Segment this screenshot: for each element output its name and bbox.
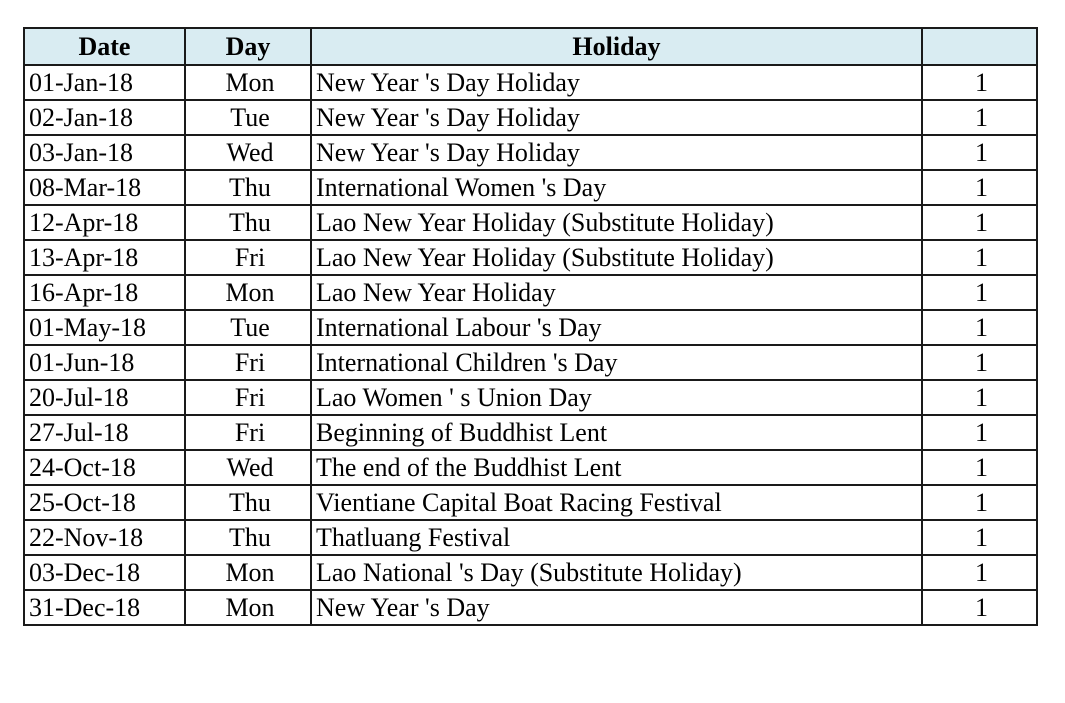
date-cell: 31-Dec-18 bbox=[24, 590, 185, 625]
count-cell: 1 bbox=[922, 555, 1037, 590]
header-date: Date bbox=[24, 28, 185, 65]
count-cell: 1 bbox=[922, 485, 1037, 520]
date-cell: 01-Jun-18 bbox=[24, 345, 185, 380]
count-cell: 1 bbox=[922, 415, 1037, 450]
count-cell: 1 bbox=[922, 170, 1037, 205]
holiday-cell: Thatluang Festival bbox=[311, 520, 922, 555]
header-row bbox=[24, 28, 1037, 65]
day-cell: Thu bbox=[185, 205, 311, 240]
day-cell: Fri bbox=[185, 415, 311, 450]
table-row bbox=[24, 310, 1037, 345]
table-header bbox=[24, 28, 1037, 65]
table-row bbox=[24, 65, 1037, 100]
holiday-cell: New Year 's Day Holiday bbox=[311, 135, 922, 170]
date-cell: 03-Dec-18 bbox=[24, 555, 185, 590]
holiday-cell: Vientiane Capital Boat Racing Festival bbox=[311, 485, 922, 520]
table-row bbox=[24, 240, 1037, 275]
date-cell: 13-Apr-18 bbox=[24, 240, 185, 275]
count-cell: 1 bbox=[922, 450, 1037, 485]
table-row bbox=[24, 415, 1037, 450]
day-cell: Mon bbox=[185, 65, 311, 100]
table-row bbox=[24, 205, 1037, 240]
date-cell: 12-Apr-18 bbox=[24, 205, 185, 240]
day-cell: Fri bbox=[185, 345, 311, 380]
holiday-cell: New Year 's Day bbox=[311, 590, 922, 625]
table-row bbox=[24, 100, 1037, 135]
day-cell: Wed bbox=[185, 135, 311, 170]
date-cell: 27-Jul-18 bbox=[24, 415, 185, 450]
holiday-cell: Beginning of Buddhist Lent bbox=[311, 415, 922, 450]
holiday-table bbox=[23, 27, 1038, 626]
holiday-cell: Lao New Year Holiday bbox=[311, 275, 922, 310]
count-cell: 1 bbox=[922, 520, 1037, 555]
count-cell: 1 bbox=[922, 345, 1037, 380]
holiday-cell: Lao Women ' s Union Day bbox=[311, 380, 922, 415]
table-row bbox=[24, 555, 1037, 590]
day-cell: Wed bbox=[185, 450, 311, 485]
date-cell: 20-Jul-18 bbox=[24, 380, 185, 415]
holiday-cell: The end of the Buddhist Lent bbox=[311, 450, 922, 485]
count-cell: 1 bbox=[922, 135, 1037, 170]
holiday-cell: Lao New Year Holiday (Substitute Holiday) bbox=[311, 205, 922, 240]
date-cell: 22-Nov-18 bbox=[24, 520, 185, 555]
holiday-cell: New Year 's Day Holiday bbox=[311, 65, 922, 100]
table-row bbox=[24, 275, 1037, 310]
count-cell: 1 bbox=[922, 310, 1037, 345]
header-holiday: Holiday bbox=[311, 28, 922, 65]
table-row bbox=[24, 135, 1037, 170]
table-row bbox=[24, 380, 1037, 415]
table-row bbox=[24, 590, 1037, 625]
table-row bbox=[24, 345, 1037, 380]
day-cell: Thu bbox=[185, 170, 311, 205]
table-row bbox=[24, 170, 1037, 205]
day-cell: Mon bbox=[185, 275, 311, 310]
date-cell: 01-May-18 bbox=[24, 310, 185, 345]
table-row bbox=[24, 520, 1037, 555]
holiday-cell: International Labour 's Day bbox=[311, 310, 922, 345]
holiday-cell: New Year 's Day Holiday bbox=[311, 100, 922, 135]
day-cell: Thu bbox=[185, 485, 311, 520]
date-cell: 25-Oct-18 bbox=[24, 485, 185, 520]
date-cell: 08-Mar-18 bbox=[24, 170, 185, 205]
day-cell: Mon bbox=[185, 590, 311, 625]
date-cell: 03-Jan-18 bbox=[24, 135, 185, 170]
day-cell: Thu bbox=[185, 520, 311, 555]
count-cell: 1 bbox=[922, 275, 1037, 310]
date-cell: 02-Jan-18 bbox=[24, 100, 185, 135]
holiday-cell: Lao New Year Holiday (Substitute Holiday) bbox=[311, 240, 922, 275]
day-cell: Fri bbox=[185, 240, 311, 275]
holiday-cell: Lao National 's Day (Substitute Holiday) bbox=[311, 555, 922, 590]
holiday-cell: International Children 's Day bbox=[311, 345, 922, 380]
count-cell: 1 bbox=[922, 205, 1037, 240]
day-cell: Fri bbox=[185, 380, 311, 415]
count-cell: 1 bbox=[922, 65, 1037, 100]
day-cell: Tue bbox=[185, 310, 311, 345]
count-cell: 1 bbox=[922, 100, 1037, 135]
holiday-sheet bbox=[23, 27, 1036, 626]
count-cell: 1 bbox=[922, 240, 1037, 275]
count-cell: 1 bbox=[922, 380, 1037, 415]
date-cell: 16-Apr-18 bbox=[24, 275, 185, 310]
day-cell: Mon bbox=[185, 555, 311, 590]
header-count bbox=[922, 28, 1037, 65]
table-row bbox=[24, 485, 1037, 520]
table-body bbox=[24, 65, 1037, 625]
header-day: Day bbox=[185, 28, 311, 65]
holiday-cell: International Women 's Day bbox=[311, 170, 922, 205]
day-cell: Tue bbox=[185, 100, 311, 135]
count-cell: 1 bbox=[922, 590, 1037, 625]
date-cell: 24-Oct-18 bbox=[24, 450, 185, 485]
table-row bbox=[24, 450, 1037, 485]
date-cell: 01-Jan-18 bbox=[24, 65, 185, 100]
